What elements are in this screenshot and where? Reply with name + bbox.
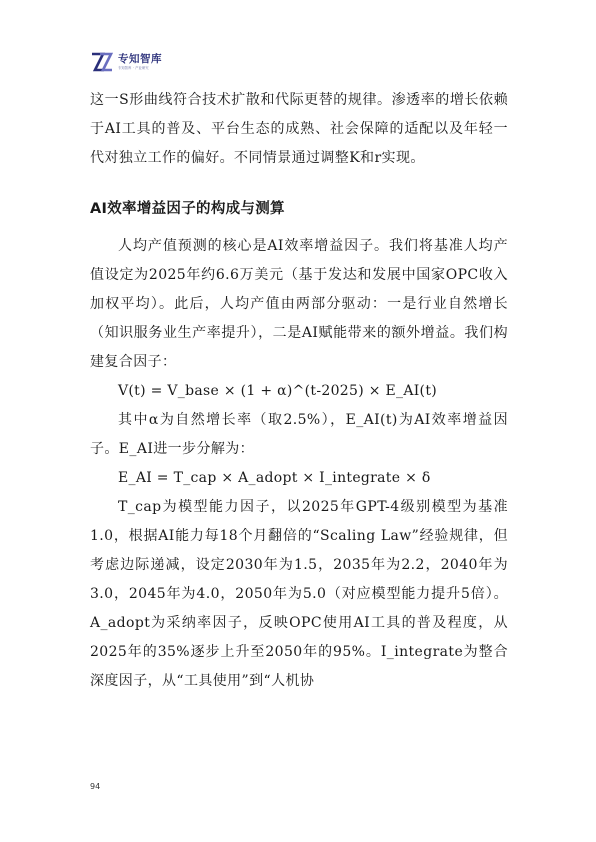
page-number: 94 bbox=[90, 782, 101, 791]
paragraph-tcap: T_cap为模型能力因子，以2025年GPT-4级别模型为基准1.0，根据AI能力每18个月翻倍的“Scaling Law”经验规律，但考虑边际递减，设定2030年为1.5，2035年为2.2，2040年为3.0，2045年为4.0，2050年为5.0（对应模型能力提升5倍）。A_adopt为采纳率因子，反映OPC使用AI工具的普及程度，从2025年的35%逐步上升至2050年的95%。I_integrate为整合深度因子，从“工具使用”到“人机协 bbox=[90, 499, 508, 689]
formula-value: V(t) = V_base × (1 + α)^(t-2025) × E_AI(t) bbox=[118, 383, 438, 399]
zhuanzhi-logo-icon bbox=[90, 51, 114, 73]
header-logo bbox=[90, 50, 162, 74]
document-body bbox=[90, 86, 508, 696]
paragraph-alpha: 其中α为自然增长率（取2.5%），E_AI(t)为AI效率增益因子。E_AI进一步分解为： bbox=[90, 412, 508, 457]
paragraph-efficiency-core: 人均产值预测的核心是AI效率增益因子。我们将基准人均产值设定为2025年约6.6万美元（基于发达和发展中国家OPC收入加权平均）。此后，人均产值由两部分驱动：一是行业自然增长（知识服务业生产率提升），二是AI赋能带来的额外增益。我们构建复合因子： bbox=[90, 238, 508, 370]
logo-tagline: 专知智库 · 产业研究 bbox=[118, 65, 149, 70]
logo-name: 专知智库 bbox=[118, 53, 162, 66]
section-heading: AI效率增益因子的构成与测算 bbox=[90, 201, 285, 217]
paragraph-s-curve: 这一S形曲线符合技术扩散和代际更替的规律。渗透率的增长依赖于AI工具的普及、平台生态的成熟、社会保障的适配以及年轻一代对独立工作的偏好。不同情景通过调整K和r实现。 bbox=[90, 92, 508, 166]
formula-eai: E_AI = T_cap × A_adopt × I_integrate × δ bbox=[118, 470, 431, 486]
